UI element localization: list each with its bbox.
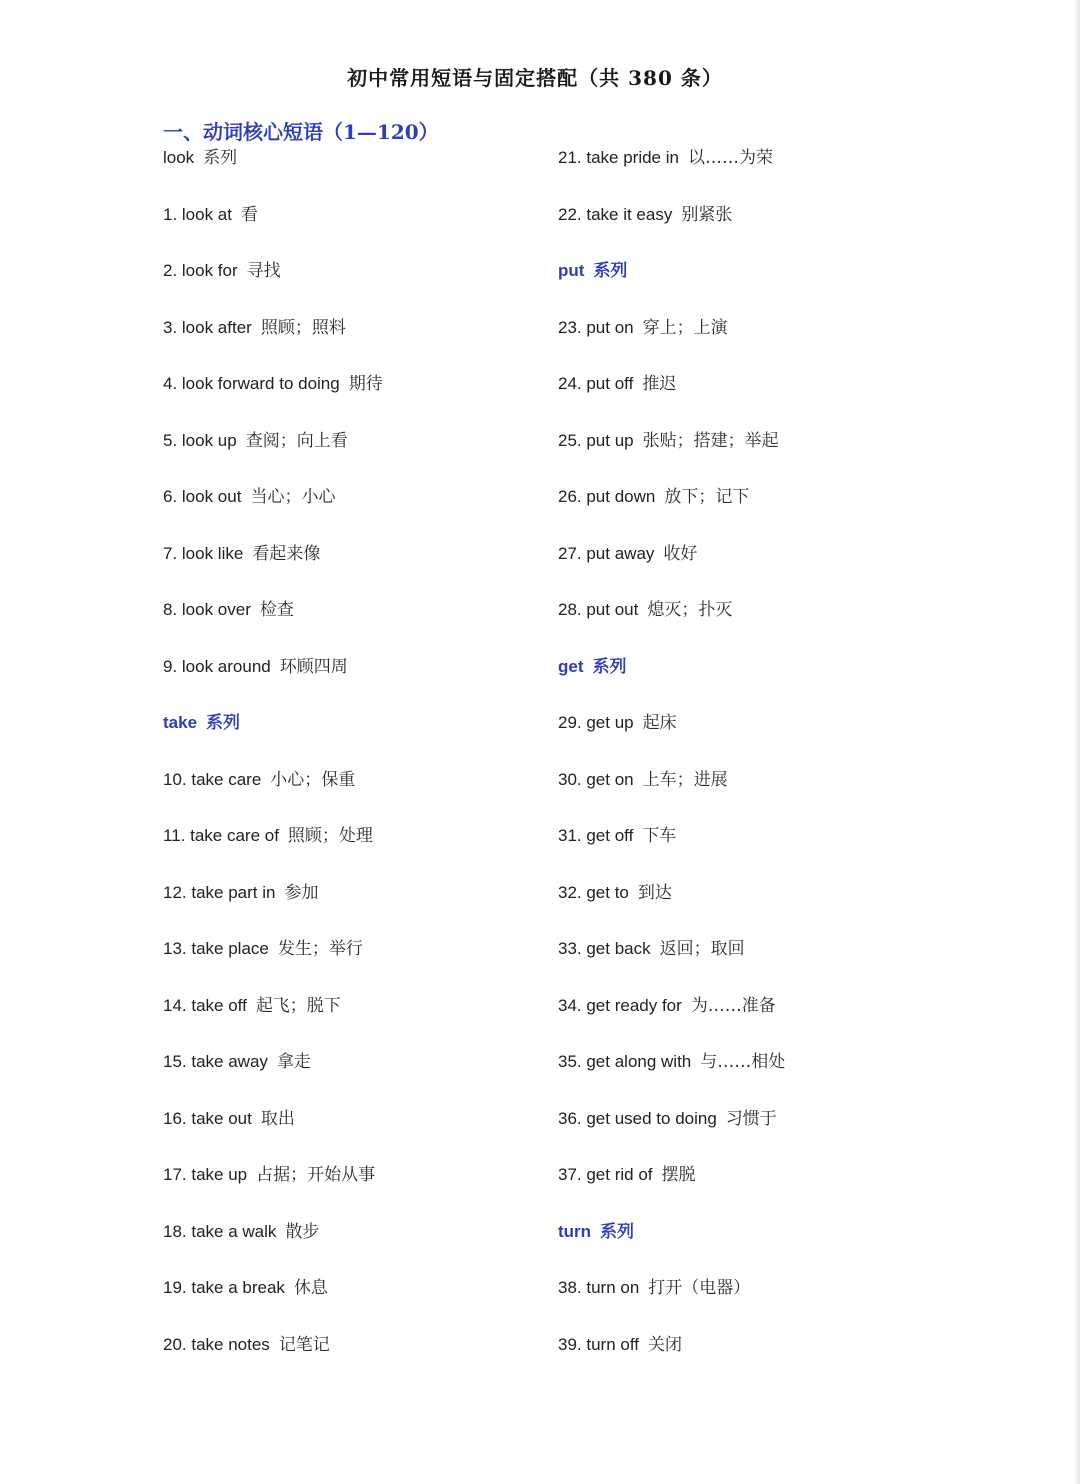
phrase-english: 5. look up [163,431,237,450]
phrase-english: 18. take a walk [163,1222,277,1241]
phrase-entry [163,882,318,904]
phrase-entry [163,1334,330,1356]
phrase-english: 14. take off [163,996,247,1015]
phrase-chinese: 看起来像 [252,544,321,564]
phrase-english: 26. put down [558,487,656,506]
phrase-chinese: 别紧张 [681,205,733,225]
phrase-english: 19. take a break [163,1278,285,1297]
phrase-entry [163,260,281,282]
phrase-entry [163,938,363,960]
phrase-chinese: 看 [241,205,258,225]
phrase-english: 37. get rid of [558,1165,653,1184]
phrase-chinese: 习惯于 [725,1109,777,1129]
phrase-chinese: 穿上；上演 [642,318,728,338]
phrase-entry [558,995,776,1017]
phrase-english: 39. turn off [558,1335,639,1354]
phrase-chinese: 熄灭；扑灭 [647,600,733,620]
phrase-english: 30. get on [558,770,634,789]
series-heading [558,1221,634,1243]
phrase-entry [558,373,676,395]
phrase-english: 16. take out [163,1109,252,1128]
phrase-entry [163,656,348,678]
phrase-chinese: 起床 [642,713,677,733]
phrase-entry [163,486,335,508]
phrase-chinese: 占据；开始从事 [256,1165,376,1185]
phrase-english: 32. get to [558,883,629,902]
phrase-english: 13. take place [163,939,269,958]
phrase-english: 33. get back [558,939,651,958]
phrase-chinese: 与……相处 [700,1052,786,1072]
phrase-english: 28. put out [558,600,639,619]
phrase-entry [558,204,732,226]
phrase-entry [558,430,779,452]
phrase-english: 7. look like [163,544,244,563]
phrase-entry [558,599,732,621]
phrase-entry [163,769,355,791]
phrase-entry [163,1277,328,1299]
phrase-chinese: 拿走 [276,1052,311,1072]
phrase-entry [558,1108,777,1130]
phrase-entry [163,825,373,847]
phrase-english: 17. take up [163,1165,248,1184]
phrase-entry [558,1051,785,1073]
phrase-chinese: 下车 [642,826,677,846]
phrase-chinese: 参加 [284,883,319,903]
phrase-entry [558,769,728,791]
phrase-chinese: 环顾四周 [279,657,348,677]
phrase-english: 20. take notes [163,1335,270,1354]
phrase-english: 11. take care of [163,826,279,845]
document-title: 初中常用短语与固定搭配（共 380 条） [347,66,723,90]
phrase-english: 15. take away [163,1052,268,1071]
phrase-chinese: 起飞；脱下 [255,996,341,1016]
phrase-english: 1. look at [163,205,232,224]
phrase-chinese: 以……为荣 [687,148,773,168]
phrase-english: 35. get along with [558,1052,692,1071]
phrase-chinese: 当心；小心 [250,487,336,507]
series-heading [558,656,627,678]
phrase-chinese: 为……准备 [690,996,776,1016]
phrase-english: take [163,713,198,732]
phrase-english: 8. look over [163,600,251,619]
phrase-english: 9. look around [163,657,271,676]
phrase-english: 10. take care [163,770,262,789]
phrase-english: 36. get used to doing [558,1109,717,1128]
phrase-chinese: 系列 [600,1222,635,1242]
phrase-chinese: 小心；保重 [270,770,356,790]
phrase-entry [163,373,383,395]
series-heading [163,147,237,169]
phrase-english: 23. put on [558,318,634,337]
phrase-english: 31. get off [558,826,634,845]
phrase-chinese: 系列 [203,148,238,168]
phrase-chinese: 返回；取回 [659,939,745,959]
phrase-english: turn [558,1222,592,1241]
phrase-english: 22. take it easy [558,205,673,224]
phrase-chinese: 散步 [285,1222,320,1242]
phrase-chinese: 摆脱 [661,1165,696,1185]
phrase-chinese: 到达 [637,883,672,903]
phrase-entry [163,317,346,339]
phrase-entry [558,147,773,169]
phrase-entry [163,543,320,565]
phrase-english: 24. put off [558,374,634,393]
phrase-chinese: 推迟 [642,374,677,394]
series-heading [163,712,240,734]
series-heading [558,260,627,282]
phrase-entry [558,1277,750,1299]
phrase-english: 21. take pride in [558,148,679,167]
phrase-english: 4. look forward to doing [163,374,340,393]
phrase-entry [163,204,258,226]
phrase-entry [163,1108,295,1130]
phrase-entry [558,882,672,904]
phrase-entry [558,712,677,734]
phrase-entry [163,1164,375,1186]
phrase-entry [558,486,749,508]
phrase-english: 34. get ready for [558,996,682,1015]
page-edge-shadow [1074,0,1080,1484]
phrase-chinese: 打开（电器） [648,1278,751,1298]
phrase-chinese: 检查 [259,600,294,620]
phrase-entry [163,430,348,452]
phrase-chinese: 系列 [592,657,627,677]
phrase-english: look [163,148,195,167]
phrase-chinese: 系列 [593,261,628,281]
phrase-entry [558,1334,682,1356]
phrase-chinese: 照顾；照料 [260,318,346,338]
phrase-chinese: 查阅；向上看 [245,431,348,451]
phrase-chinese: 期待 [348,374,383,394]
phrase-english: 25. put up [558,431,634,450]
phrase-chinese: 收好 [663,544,698,564]
phrase-entry [558,317,728,339]
phrase-english: 38. turn on [558,1278,640,1297]
section-heading: 一、动词核心短语（1—120） [163,120,439,144]
phrase-english: put [558,261,585,280]
phrase-english: 3. look after [163,318,252,337]
phrase-entry [163,1221,319,1243]
phrase-chinese: 休息 [293,1278,328,1298]
phrase-entry [163,599,294,621]
phrase-english: 2. look for [163,261,238,280]
phrase-entry [558,825,676,847]
phrase-english: 6. look out [163,487,242,506]
phrase-chinese: 照顾；处理 [287,826,373,846]
phrase-chinese: 发生；举行 [277,939,363,959]
phrase-english: 27. put away [558,544,655,563]
phrase-english: get [558,657,584,676]
phrase-chinese: 放下；记下 [664,487,750,507]
phrase-chinese: 上车；进展 [642,770,728,790]
phrase-entry [558,543,697,565]
phrase-entry [163,1051,311,1073]
phrase-english: 29. get up [558,713,634,732]
phrase-chinese: 寻找 [246,261,281,281]
phrase-english: 12. take part in [163,883,276,902]
phrase-chinese: 取出 [260,1109,295,1129]
phrase-entry [558,1164,696,1186]
phrase-chinese: 系列 [206,713,241,733]
phrase-entry [558,938,745,960]
phrase-chinese: 张贴；搭建；举起 [642,431,779,451]
phrase-entry [163,995,341,1017]
phrase-chinese: 关闭 [647,1335,682,1355]
phrase-chinese: 记笔记 [278,1335,330,1355]
